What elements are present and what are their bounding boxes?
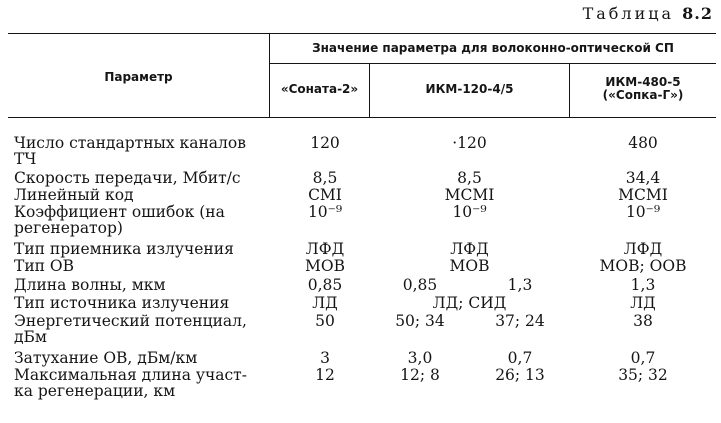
cell-ikm480: ЛД [630, 294, 656, 312]
param-wavelength [14, 277, 264, 293]
cell-ikm480: MCMI [618, 186, 668, 204]
param-line: Тип ОВ [14, 257, 75, 275]
cell-ikm480: 1,3 [630, 276, 656, 294]
param-line: дБм [14, 328, 47, 346]
cell-ikm480: 10⁻⁹ [625, 203, 661, 221]
cell-sonata: CMI [308, 186, 342, 204]
param-line: Число стандартных каналов [14, 134, 246, 152]
cell-ikm120-a: 0,85 [402, 276, 438, 294]
cell-ikm120-a: 50; 34 [395, 312, 445, 330]
cell-ikm480: 0,7 [630, 349, 656, 367]
cell-ikm120: 8,5 [457, 169, 482, 187]
cell-sonata: 50 [315, 312, 335, 330]
header-top-rule [8, 33, 716, 34]
cell-sonata: ЛФД [305, 240, 345, 258]
cell-ikm480: 34,4 [625, 169, 661, 187]
param-line: Скорость передачи, Мбит/с [14, 169, 241, 187]
caption-word: Таблица [582, 4, 675, 23]
param-line: ТЧ [14, 150, 37, 168]
cell-sonata: 10⁻⁹ [307, 203, 343, 221]
header-sonata: «Соната-2» [280, 82, 359, 96]
param-max-length [14, 367, 264, 399]
cell-sonata: 3 [320, 349, 330, 367]
param-speed [14, 170, 264, 186]
cell-ikm120: 10⁻⁹ [452, 203, 487, 221]
param-energy [14, 313, 264, 345]
cell-sonata: 120 [310, 134, 340, 152]
header-bottom-rule [8, 117, 716, 118]
param-line: Линейный код [14, 186, 134, 204]
param-line: Длина волны, мкм [14, 276, 166, 294]
cell-ikm480: МОВ; ООВ [599, 257, 687, 275]
param-line: Тип приемника излучения [14, 240, 234, 258]
header-param: Параметр [104, 70, 173, 84]
param-line: Энергетический потенциал, [14, 312, 247, 330]
cell-sonata: ЛД [312, 294, 338, 312]
param-receiver [14, 241, 264, 257]
cell-sonata: 0,85 [307, 276, 343, 294]
param-line: Тип источника излучения [14, 294, 230, 312]
cell-ikm120: ЛФД [450, 240, 489, 258]
cell-sonata: МОВ [305, 257, 345, 275]
header-sopka: («Сопка-Г») [602, 88, 684, 102]
cell-ikm120-b: 1,3 [507, 276, 533, 294]
cell-ikm120: ·120 [452, 134, 487, 152]
cell-ikm120-b: 26; 13 [495, 366, 545, 384]
param-line: Коэффициент ошибок (на [14, 203, 225, 221]
cell-ikm120-a: 3,0 [407, 349, 433, 367]
param-source [14, 295, 264, 311]
cell-ikm480: 38 [633, 312, 653, 330]
cell-ikm480: 35; 32 [618, 366, 668, 384]
param-fiber-type [14, 258, 264, 274]
cell-sonata: 12 [315, 366, 335, 384]
cell-ikm120-b: 37; 24 [495, 312, 545, 330]
cell-ikm120-b: 0,7 [507, 349, 533, 367]
param-line: Максимальная длина участ- [14, 366, 247, 384]
group-rule [269, 63, 716, 64]
param-line: ка регенерации, км [14, 382, 176, 400]
param-line-code [14, 187, 264, 203]
cell-ikm120: MCMI [444, 186, 495, 204]
param-attenuation [14, 350, 264, 366]
header-ikm480: ИКМ-480-5 [605, 75, 681, 89]
cell-ikm480: ЛФД [623, 240, 663, 258]
param-line: Затухание ОВ, дБм/км [14, 349, 198, 367]
cell-ikm120: ЛД; СИД [432, 294, 507, 312]
cell-ikm120-a: 12; 8 [400, 366, 440, 384]
header-ikm120: ИКМ-120-4/5 [425, 82, 514, 96]
cell-ikm120: МОВ [449, 257, 490, 275]
cell-sonata: 8,5 [312, 169, 338, 187]
param-error-rate [14, 204, 264, 236]
table-caption [583, 4, 713, 23]
caption-number: 8.2 [682, 4, 713, 23]
param-line: регенератор) [14, 219, 123, 237]
header-group: Значение параметра для волоконно-оптической СП [312, 41, 674, 55]
cell-ikm480: 480 [628, 134, 658, 152]
param-channels [14, 135, 264, 167]
